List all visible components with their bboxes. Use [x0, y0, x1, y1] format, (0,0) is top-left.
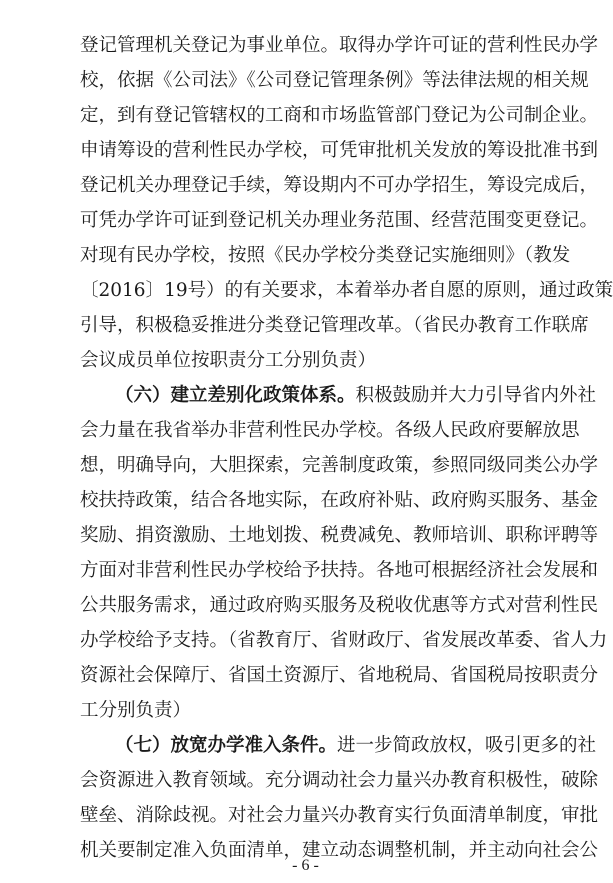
section-6-heading: （六）建立差别化政策体系。 — [115, 385, 356, 406]
text-line: 工分别负责） — [80, 700, 192, 721]
text-line: 定，到有登记管辖权的工商和市场监管部门登记为公司制企业。 — [80, 105, 599, 126]
section-7-heading: （七）放宽办学准入条件。 — [115, 735, 338, 756]
text-line: 对现有民办学校，按照《民办学校分类登记实施细则》（教发 — [80, 245, 571, 266]
text-line: 会议成员单位按职责分工分别负责） — [80, 350, 377, 371]
text-line: 方面对非营利性民办学校给予扶持。各地可根据经济社会发展和 — [80, 560, 599, 581]
text-line: 会力量在我省举办非营利性民办学校。各级人民政府要解放思 — [80, 420, 580, 441]
text-line: 〔2016〕19号）的有关要求，本着举办者自愿的原则，通过政策 — [80, 280, 613, 301]
text-line: 公共服务需求，通过政府购买服务及税收优惠等方式对营利性民 — [80, 595, 599, 616]
text-line: 奖励、捐资激励、土地划拨、税费减免、教师培训、职称评聘等 — [80, 525, 599, 546]
section-7-first-text: 进一步简政放权，吸引更多的社 — [337, 735, 597, 756]
page-number: - 6 - — [292, 857, 319, 874]
text-line: 申请筹设的营利性民办学校，可凭审批机关发放的筹设批准书到 — [80, 140, 599, 161]
text-line: 登记管理机关登记为事业单位。取得办学许可证的营利性民办学 — [80, 35, 599, 56]
text-line: 办学校给予支持。（省教育厅、省财政厅、省发展改革委、省人力 — [80, 630, 608, 651]
text-line: 登记机关办理登记手续，筹设期内不可办学招生，筹设完成后， — [80, 175, 599, 196]
section-6-first-text: 积极鼓励并大力引导省内外社 — [355, 385, 597, 406]
text-line: 资源社会保障厅、省国土资源厅、省地税局、省国税局按职责分 — [80, 665, 599, 686]
text-line: 可凭办学许可证到登记机关办理业务范围、经营范围变更登记。 — [80, 210, 599, 231]
text-line: 壁垒、消除歧视。对社会力量兴办教育实行负面清单制度，审批 — [80, 805, 599, 826]
section-6-first-line — [115, 381, 597, 411]
text-line: 校，依据《公司法》《公司登记管理条例》等法律法规的相关规 — [80, 70, 589, 91]
text-line: 想，明确导向，大胆探索，完善制度政策，参照同级同类公办学 — [80, 455, 599, 476]
section-7-first-line — [115, 731, 597, 761]
text-line: 会资源进入教育领域。充分调动社会力量兴办教育积极性，破除 — [80, 770, 599, 791]
text-line: 引导，积极稳妥推进分类登记管理改革。（省民办教育工作联席 — [80, 315, 589, 336]
text-line: 机关要制定准入负面清单，建立动态调整机制，并主动向社会公 — [80, 840, 599, 861]
text-line: 校扶持政策，结合各地实际，在政府补贴、政府购买服务、基金 — [80, 490, 599, 511]
